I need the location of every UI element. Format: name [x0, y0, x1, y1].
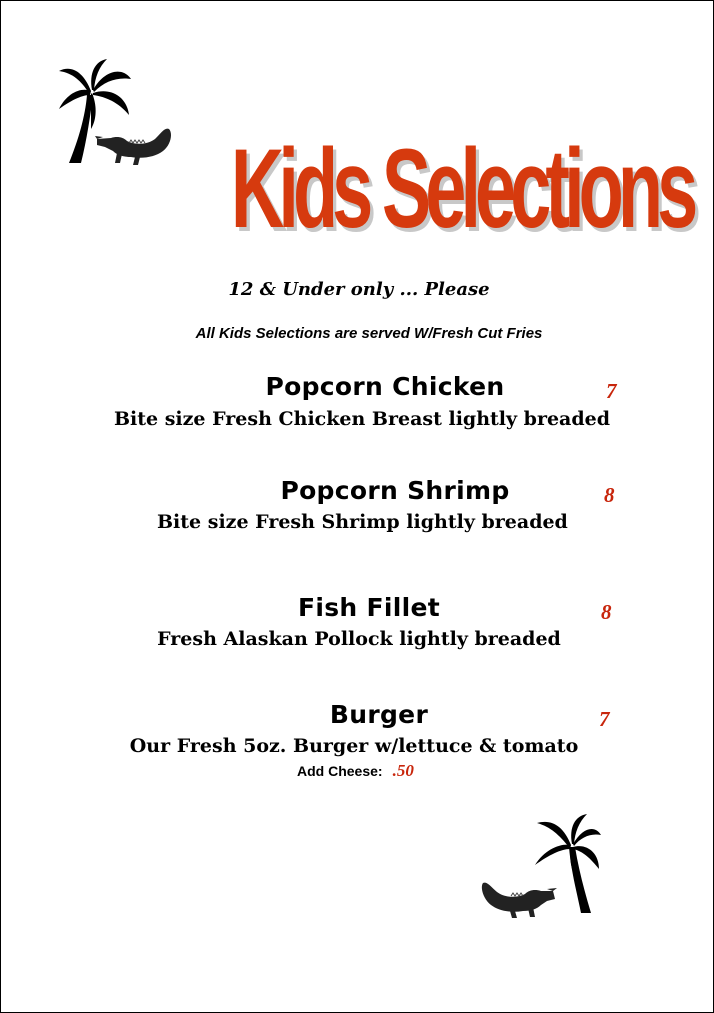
item-price: 7 [599, 707, 610, 731]
addon-label: Add Cheese: [297, 763, 383, 779]
item-name: Burger [329, 700, 429, 729]
palm-tree-icon [529, 813, 601, 917]
alligator-icon [93, 123, 175, 167]
item-description: Bite size Fresh Shrimp lightly breaded [157, 511, 568, 533]
item-price: 8 [604, 483, 615, 507]
fries-note: All Kids Selections are served W/Fresh Cut Fries [195, 325, 543, 342]
age-restriction-note: 12 & Under only ... Please [228, 279, 490, 300]
item-price: 8 [601, 600, 612, 624]
addon-line [297, 761, 414, 781]
menu-title: Kids Selections [230, 126, 693, 251]
item-name: Popcorn Chicken [265, 372, 505, 401]
item-description: Our Fresh 5oz. Burger w/lettuce & tomato [129, 735, 579, 757]
item-price: 7 [606, 379, 617, 403]
item-name: Popcorn Shrimp [280, 476, 510, 505]
item-name: Fish Fillet [297, 593, 441, 622]
addon-price: .50 [392, 761, 414, 780]
item-description: Bite size Fresh Chicken Breast lightly breaded [113, 408, 611, 430]
item-description: Fresh Alaskan Pollock lightly breaded [157, 628, 561, 650]
